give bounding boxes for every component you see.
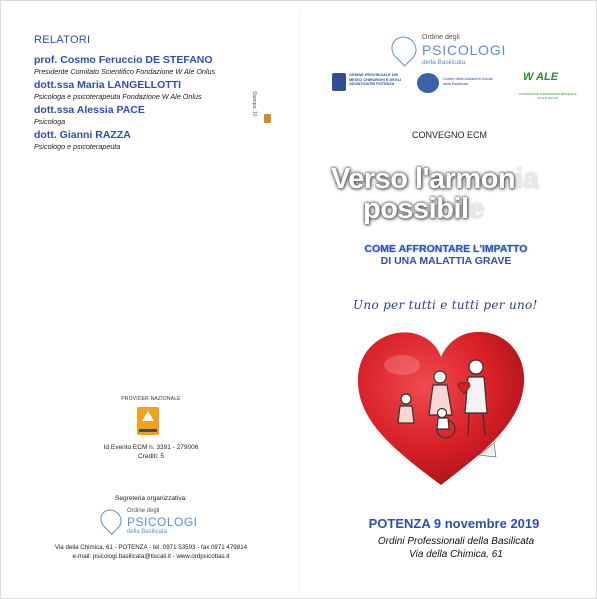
psicologi-logo — [392, 34, 522, 68]
partner-text: ORDINE PROVINCIALE DEI MEDICI CHIRURGHI E DEGLI ODONTOIATRI POTENZA — [349, 73, 402, 87]
speaker-role: Psicologa — [34, 117, 66, 126]
speaker-role: Psicologo e psicoterapeuta — [34, 142, 121, 151]
partner-logo-assistenti — [417, 71, 499, 97]
headline-part: possibil — [363, 193, 469, 225]
headline-faded: e — [468, 193, 485, 225]
logo-line3: della Basilicata — [422, 59, 466, 66]
partner-text: Ordine della Assistenti Sociali della Basilicata — [443, 77, 493, 86]
venue-line1: Ordini Professionali della Basilicata — [377, 536, 535, 547]
speaker-name: prof. Cosmo Feruccio DE STEFANO — [34, 54, 213, 66]
headline-part: Verso l'armon — [331, 163, 516, 195]
headline-line2 — [331, 194, 591, 224]
speaker-name: dott.ssa Alessia PACE — [34, 104, 145, 116]
provider-label: PROVIDER NAZIONALE — [121, 396, 181, 402]
printer-logo-icon — [264, 114, 271, 123]
print-label: Stampa: 10 — [251, 91, 257, 117]
relatori-heading: RELATORI — [34, 34, 91, 46]
globe-emblem-icon — [417, 73, 439, 93]
speaker-3 — [34, 104, 284, 127]
heart-illustration — [354, 325, 529, 490]
email-line: e-mail: psicologi.basilicata@tiscali.it - www.ordpsicobas.it — [72, 553, 230, 560]
subtitle-line2: DI UNA MALATTIA GRAVE — [380, 255, 512, 267]
fold-line — [299, 9, 300, 594]
convegno-label: CONVEGNO ECM — [411, 130, 487, 140]
event-venue — [341, 535, 571, 561]
basilicata-map-icon — [96, 505, 126, 535]
headline-line1 — [331, 163, 538, 195]
contact-address — [31, 543, 271, 561]
partner-logo-wale — [518, 71, 578, 100]
psicologi-logo-small — [101, 508, 221, 538]
ecm-id: Id Evento ECM n. 3391 - 279006 — [103, 444, 199, 451]
speaker-name: dott. Gianni RAZZA — [34, 129, 131, 141]
event-headline — [331, 164, 591, 224]
speaker-2 — [34, 79, 284, 102]
address-line: Via della Chimica, 61 - POTENZA - tel. 0971 53593 - fax 0971 479814 — [54, 544, 248, 551]
speaker-1 — [34, 54, 284, 77]
ecm-info — [61, 443, 241, 461]
logo-line2: PSICOLOGI — [127, 515, 198, 529]
speaker-list — [34, 54, 284, 154]
speaker-4 — [34, 129, 284, 152]
segreteria-label: Segreteria organizzativa: — [115, 495, 187, 502]
speaker-role: Psicologa e psicoterapeuta Fondazione W Ale Onlus — [34, 92, 202, 101]
provider-logo-icon — [137, 407, 159, 435]
event-date-title: POTENZA 9 novembre 2019 — [368, 516, 540, 531]
logo-line2: PSICOLOGI — [422, 42, 507, 58]
venue-line2: Via della Chimica, 61 — [409, 549, 503, 560]
speaker-role: Presidente Comitato Scientifico Fondazione W Ale Onlus — [34, 67, 216, 76]
logo-line1: Ordine degli — [422, 34, 460, 41]
subtitle-line1: COME AFFRONTARE L'IMPATTO — [364, 243, 528, 255]
speaker-name: dott.ssa Maria LANGELLOTTI — [34, 79, 182, 91]
wale-mark: W ALE — [523, 71, 559, 83]
logo-line3: della Basilicata — [127, 529, 168, 535]
ecm-credits: Crediti: 5 — [137, 453, 164, 460]
crest-icon — [332, 73, 346, 91]
logo-line1: Ordine degli — [127, 508, 160, 514]
headline-faded: ia — [515, 163, 539, 195]
partner-logo-medici — [332, 71, 402, 97]
event-subtitle — [331, 243, 561, 267]
tagline: Uno per tutti e tutti per uno! — [353, 298, 538, 312]
basilicata-map-icon — [386, 31, 421, 66]
partner-text: FONDAZIONE ALESSANDRO BISCEGLIA W ALE ONLUS — [519, 92, 577, 100]
